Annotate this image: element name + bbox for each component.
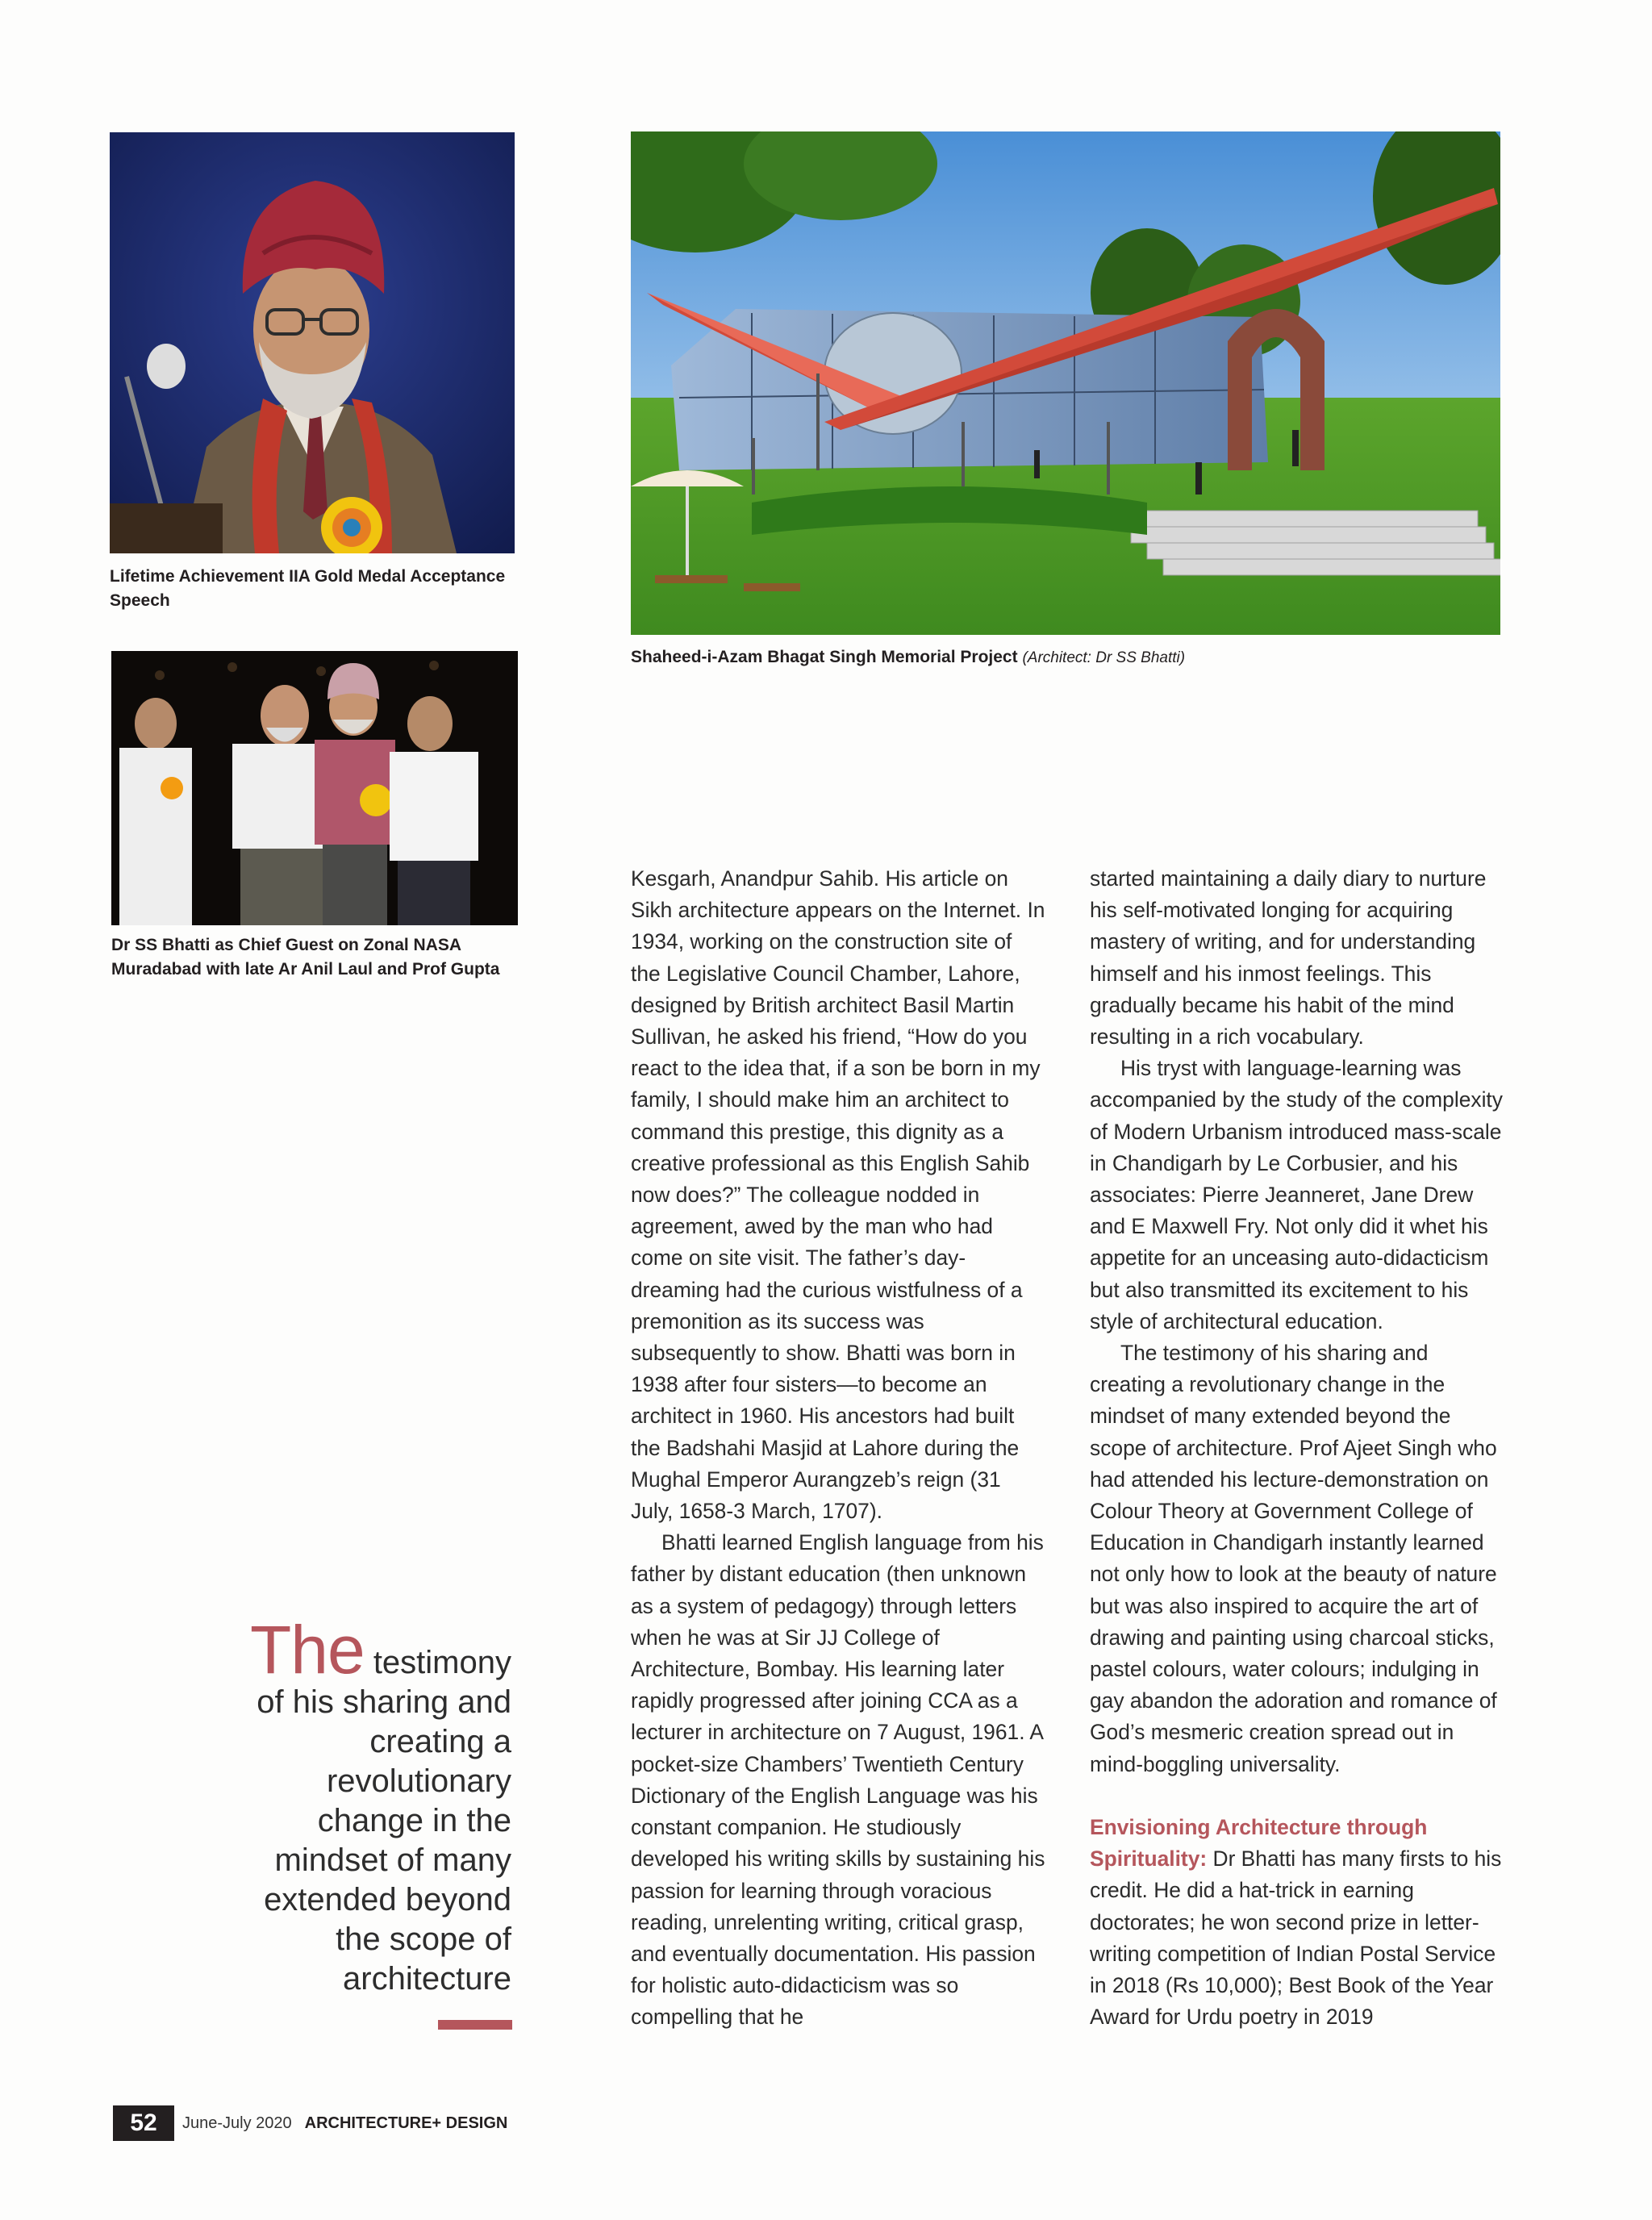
speech-caption: Lifetime Achievement IIA Gold Medal Acceptance Speech [110, 567, 506, 610]
page-number: 52 [113, 2105, 174, 2141]
memorial-caption-credit: (Architect: Dr SS Bhatti) [1022, 649, 1186, 666]
column2-paragraph-4-text: Dr Bhatti has many firsts to his credit. He did a hat-trick in earning doctorates; he won second prize in letter-writing competition of Indian Postal Service in 2018 (Rs 10,000); Best Book of the Year Award for Urdu poetry in 2019 [1090, 1847, 1502, 2030]
memorial-caption [631, 645, 1500, 670]
memorial-caption-title: Shaheed-i-Azam Bhagat Singh Memorial Project [631, 648, 1018, 666]
speech-photo [110, 132, 515, 553]
magazine-title: ARCHITECTURE+ DESIGN [304, 2114, 508, 2132]
memorial-photo [631, 131, 1500, 635]
column2-paragraph-2: His tryst with language-learning was accompanied by the study of the complexity of Modern Urbanism introduced mass-scale in Chandigarh by Le Corbusier, and his associates: Pierre Jeanneret, Jane Drew and E Maxwell Fry. Not only did it whet his appetite for an unceasing auto-didacticism but also transmitted its excitement to his style of architectural education. [1090, 1056, 1503, 1333]
section-subhead: Envisioning Architecture through Spirituality: [1090, 1814, 1428, 1872]
body-column-1 [631, 863, 1045, 2034]
group-caption: Dr SS Bhatti as Chief Guest on Zonal NASA Muradabad with late Ar Anil Laul and Prof Gupta [111, 936, 500, 979]
body-column-2 [1090, 863, 1504, 2033]
pull-quote-lead: The [249, 1612, 365, 1688]
column2-paragraph-1: started maintaining a daily diary to nurture his self-motivated longing for acquiring mastery of writing, and for understanding himself and his inmost feelings. This gradually became his habit of the mind resulting in a rich vocabulary. [1090, 866, 1487, 1049]
group-photo [111, 651, 518, 925]
column2-paragraph-4 [1090, 1812, 1504, 2033]
column2-paragraph-3: The testimony of his sharing and creating a revolutionary change in the mindset of many extended beyond the scope of architecture. Prof Ajeet Singh who had attended his lecture-demonstration on Colour Theory at Government College of Education in Chandigarh instantly learned not only how to look at the beauty of nature but was also inspired to acquire the art of drawing and painting using charcoal sticks, pastel colours, water colours; indulging in gay abandon the adoration and romance of God’s mesmeric creation spread out in mind-boggling universality. [1090, 1341, 1497, 1776]
pull-quote [242, 1612, 511, 1999]
issue-date: June-July 2020 [182, 2114, 292, 2132]
column1-paragraph-2: Bhatti learned English language from his father by distant education (then unknown as a system of pedagogy) through letters when he was at Sir JJ College of Architecture, Bombay. His learning later rapidly progressed after joining CCA as a lecturer in architecture on 7 August, 1961. A pocket-size Chambers’ Twentieth Century Dictionary of the English Language was his constant companion. He studiously developed his writing skills by sustaining his passion for learning through voracious reading, unrelenting writing, critical grasp, and eventually documentation. His passion for holistic auto-didacticism was so compelling that he [631, 1530, 1045, 2030]
pull-quote-rule [438, 2020, 512, 2030]
column1-paragraph-1: Kesgarh, Anandpur Sahib. His article on Sikh architecture appears on the Internet. In 1934, working on the construction site of the Legislative Council Chamber, Lahore, designed by British architect Basil Martin Sullivan, he asked his friend, “How do you react to the idea that, if a son be born in my family, I should make him an architect to command this prestige, this dignity as a creative professional as this English Sahib now does?” The colleague nodded in agreement, awed by the man who had come on site visit. The father’s day-dreaming had the curious wistfulness of a premonition as its success was subsequently to show. Bhatti was born in 1938 after four sisters—to become an architect in 1960. His ancestors had built the Badshahi Masjid at Lahore during the Mughal Emperor Aurangzeb’s reign (31 July, 1658-3 March, 1707). [631, 866, 1045, 1524]
page-footer [113, 2105, 507, 2141]
paragraph-spacer [1090, 1780, 1504, 1812]
pull-quote-text: testimony of his sharing and creating a revolutionary change in the mindset of many extended beyond the scope of architecture [257, 1645, 511, 1997]
